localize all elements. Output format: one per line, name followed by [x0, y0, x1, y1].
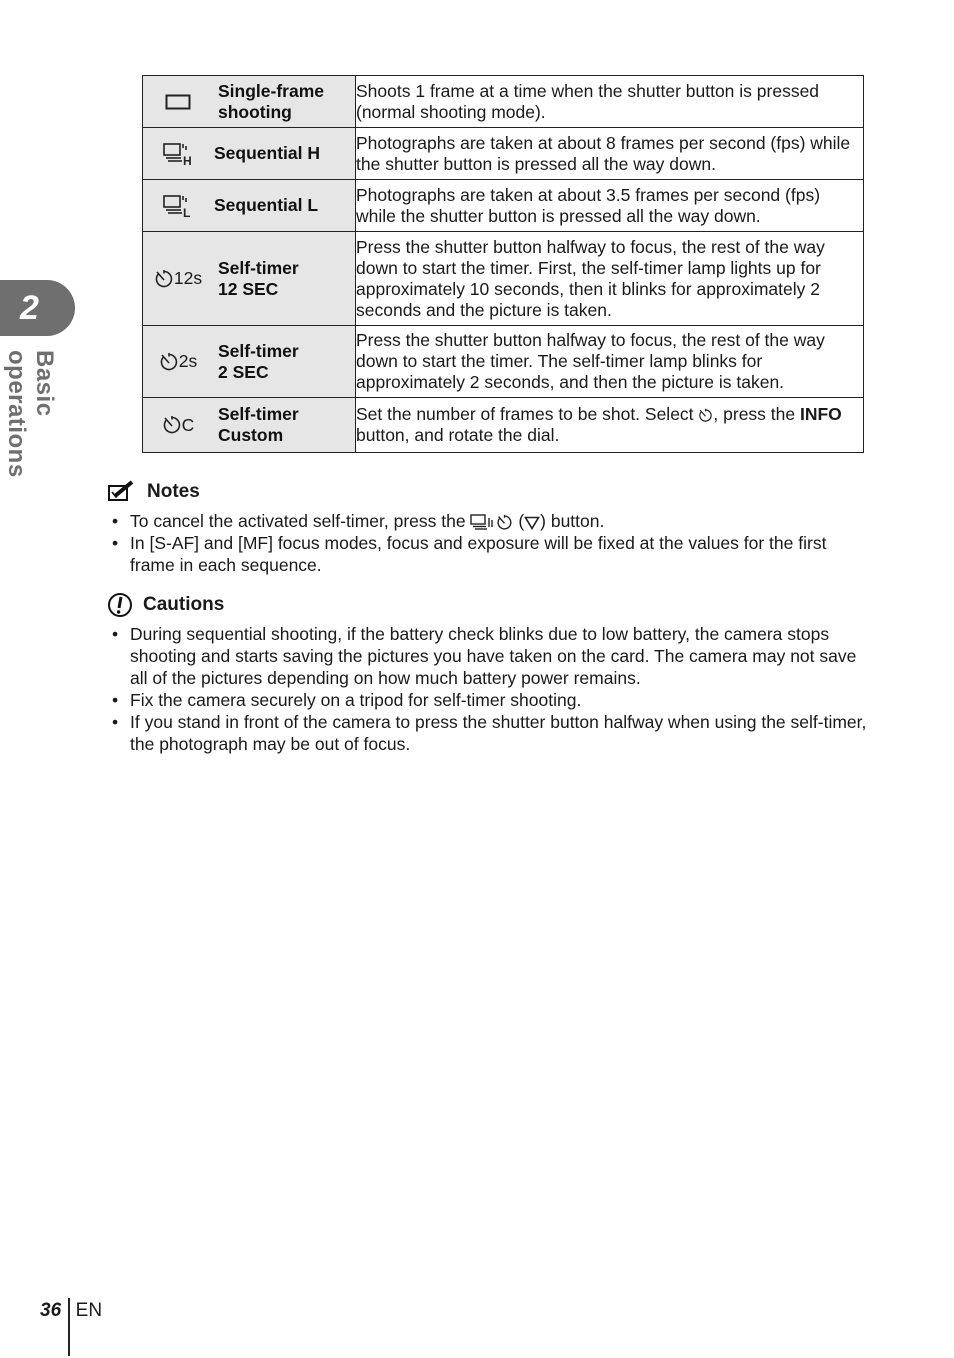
mode-cell: [143, 76, 356, 128]
chapter-label: Basic operations: [3, 350, 58, 478]
table-row: [143, 326, 864, 398]
page-number: 36: [40, 1300, 62, 1321]
list-item: • In [S-AF] and [MF] focus modes, focus and exposure will be fixed at the values for the first frame in each sequence.: [108, 532, 868, 576]
svg-text:L: L: [183, 205, 191, 218]
mode-description: Press the shutter button halfway to focus, the rest of the way down to start the timer. The self-timer lamp blinks for approximately 2 seconds, and then the picture is taken.: [356, 326, 864, 398]
mode-name: Self-timer Custom: [218, 404, 299, 445]
drive-self-timer-icon: [470, 514, 513, 531]
chapter-tab: [0, 280, 75, 336]
mode-name: Sequential H: [214, 143, 320, 163]
language-code: EN: [75, 1300, 103, 1321]
table-row: [143, 128, 864, 180]
mode-cell: [143, 232, 356, 326]
mode-description: Press the shutter button halfway to focus, the rest of the way down to start the timer. First, the self-timer lamp lights up for approximately 10 seconds, then it blinks for approximately 2 seconds and the picture is taken.: [356, 232, 864, 326]
mode-name: Single-frame shooting: [218, 80, 324, 122]
sequential-l-icon: [143, 194, 213, 218]
caution-icon: [107, 592, 133, 618]
list-item: • Fix the camera securely on a tripod for self-timer shooting.: [108, 689, 868, 711]
mode-description: Shoots 1 frame at a time when the shutter button is pressed (normal shooting mode).: [356, 76, 864, 128]
mode-cell: [143, 326, 356, 398]
mode-name: Self-timer 2 SEC: [218, 340, 299, 382]
self-timer-12s-icon: 12s: [143, 268, 213, 289]
table-row: [143, 232, 864, 326]
page-footer: [40, 1298, 102, 1358]
notes-heading: Notes: [107, 480, 200, 504]
cautions-heading: Cautions: [107, 592, 224, 618]
table-row: [143, 180, 864, 232]
table-row: [143, 398, 864, 453]
self-timer-custom-icon: C: [143, 415, 213, 436]
sequential-h-icon: [143, 142, 213, 166]
notes-pencil-icon: [107, 480, 137, 504]
cautions-list: [108, 623, 868, 755]
down-triangle-icon: [524, 516, 540, 530]
mode-description: Photographs are taken at about 8 frames per second (fps) while the shutter button is pressed all the way down.: [356, 128, 864, 180]
drive-mode-table: [142, 75, 864, 453]
notes-list: [108, 510, 868, 576]
mode-cell: [143, 398, 356, 453]
mode-cell: [143, 128, 356, 180]
list-item: • To cancel the activated self-timer, press the ( ) button.: [108, 510, 868, 532]
list-item: • During sequential shooting, if the battery check blinks due to low battery, the camera stops shooting and starts saving the pictures you have taken on the card. The camera may not save all of the pictures depending on how much battery power remains.: [108, 623, 868, 689]
self-timer-icon: [698, 408, 713, 423]
mode-cell: [143, 180, 356, 232]
svg-text:H: H: [183, 153, 192, 166]
footer-divider: [68, 1298, 70, 1356]
self-timer-2s-icon: 2s: [143, 351, 213, 372]
mode-name: Self-timer 12 SEC: [218, 257, 299, 299]
list-item: • If you stand in front of the camera to press the shutter button halfway when using the self-timer, the photograph may be out of focus.: [108, 711, 868, 755]
mode-name: Sequential L: [214, 195, 319, 215]
single-frame-icon: [143, 94, 213, 110]
table-row: [143, 76, 864, 128]
mode-description: Set the number of frames to be shot. Select , press the INFO button, and rotate the dial.: [356, 398, 864, 453]
chapter-number: 2: [20, 288, 39, 327]
mode-description: Photographs are taken at about 3.5 frames per second (fps) while the shutter button is pressed all the way down.: [356, 180, 864, 232]
